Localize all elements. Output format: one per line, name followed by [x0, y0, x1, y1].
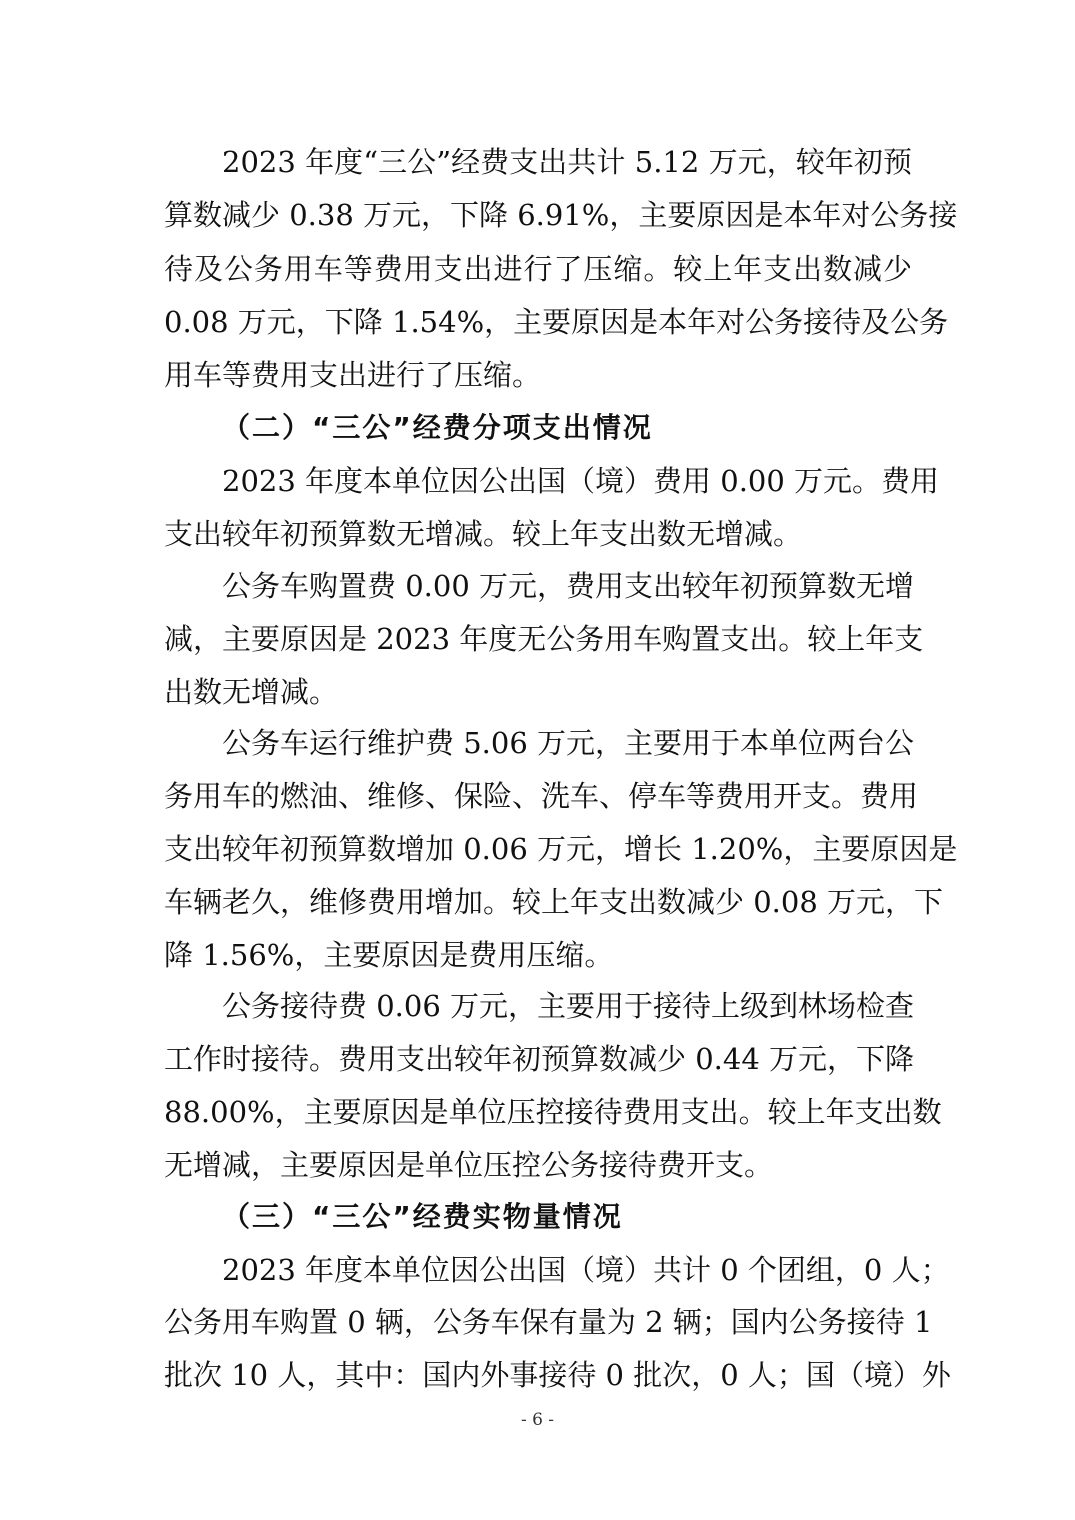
paragraph-3-line-1: 公务车购置费 0.00 万元，费用支出较年初预算数无增	[222, 569, 915, 603]
paragraph-4-line-4: 车辆老久，维修费用增加。较上年支出数减少 0.08 万元，下	[164, 885, 944, 919]
paragraph-5-line-1: 公务接待费 0.06 万元，主要用于接待上级到林场检查	[222, 989, 915, 1023]
paragraph-5-line-3: 88.00%，主要原因是单位压控接待费用支出。较上年支出数	[164, 1095, 942, 1129]
paragraph-1-line-3: 待及公务用车等费用支出进行了压缩。较上年支出数减少	[164, 252, 912, 286]
paragraph-5-line-2: 工作时接待。费用支出较年初预算数减少 0.44 万元，下降	[164, 1042, 915, 1076]
paragraph-1-line-5: 用车等费用支出进行了压缩。	[164, 358, 542, 392]
paragraph-4-line-3: 支出较年初预算数增加 0.06 万元，增长 1.20%，主要原因是	[164, 832, 958, 866]
paragraph-4-line-2: 务用车的燃油、维修、保险、洗车、停车等费用开支。费用	[164, 779, 919, 813]
paragraph-2-line-1: 2023 年度本单位因公出国（境）费用 0.00 万元。费用	[222, 464, 940, 498]
paragraph-3-line-2: 减，主要原因是 2023 年度无公务用车购置支出。较上年支	[164, 622, 924, 656]
page-number: - 6 -	[520, 1410, 555, 1430]
section-heading-3: （三）“三公”经费实物量情况	[222, 1200, 623, 1233]
paragraph-3-line-3: 出数无增减。	[164, 675, 339, 709]
paragraph-1-line-4: 0.08 万元，下降 1.54%，主要原因是本年对公务接待及公务	[164, 305, 949, 339]
paragraph-6-line-1: 2023 年度本单位因公出国（境）共计 0 个团组，0 人；	[222, 1253, 950, 1287]
paragraph-4-line-1: 公务车运行维护费 5.06 万元，主要用于本单位两台公	[222, 726, 915, 760]
paragraph-5-line-4: 无增减，主要原因是单位压控公务接待费开支。	[164, 1148, 774, 1182]
paragraph-2-line-2: 支出较年初预算数无增减。较上年支出数无增减。	[164, 517, 803, 551]
paragraph-1-line-1: 2023 年度“三公”经费支出共计 5.12 万元，较年初预	[222, 145, 912, 179]
section-heading-2: （二）“三公”经费分项支出情况	[222, 411, 653, 444]
paragraph-1-line-2: 算数减少 0.38 万元，下降 6.91%，主要原因是本年对公务接	[164, 198, 958, 232]
paragraph-6-line-3: 批次 10 人，其中：国内外事接待 0 批次，0 人；国（境）外	[164, 1358, 951, 1392]
paragraph-4-line-5: 降 1.56%，主要原因是费用压缩。	[164, 938, 614, 972]
paragraph-6-line-2: 公务用车购置 0 辆，公务车保有量为 2 辆；国内公务接待 1	[164, 1305, 933, 1339]
